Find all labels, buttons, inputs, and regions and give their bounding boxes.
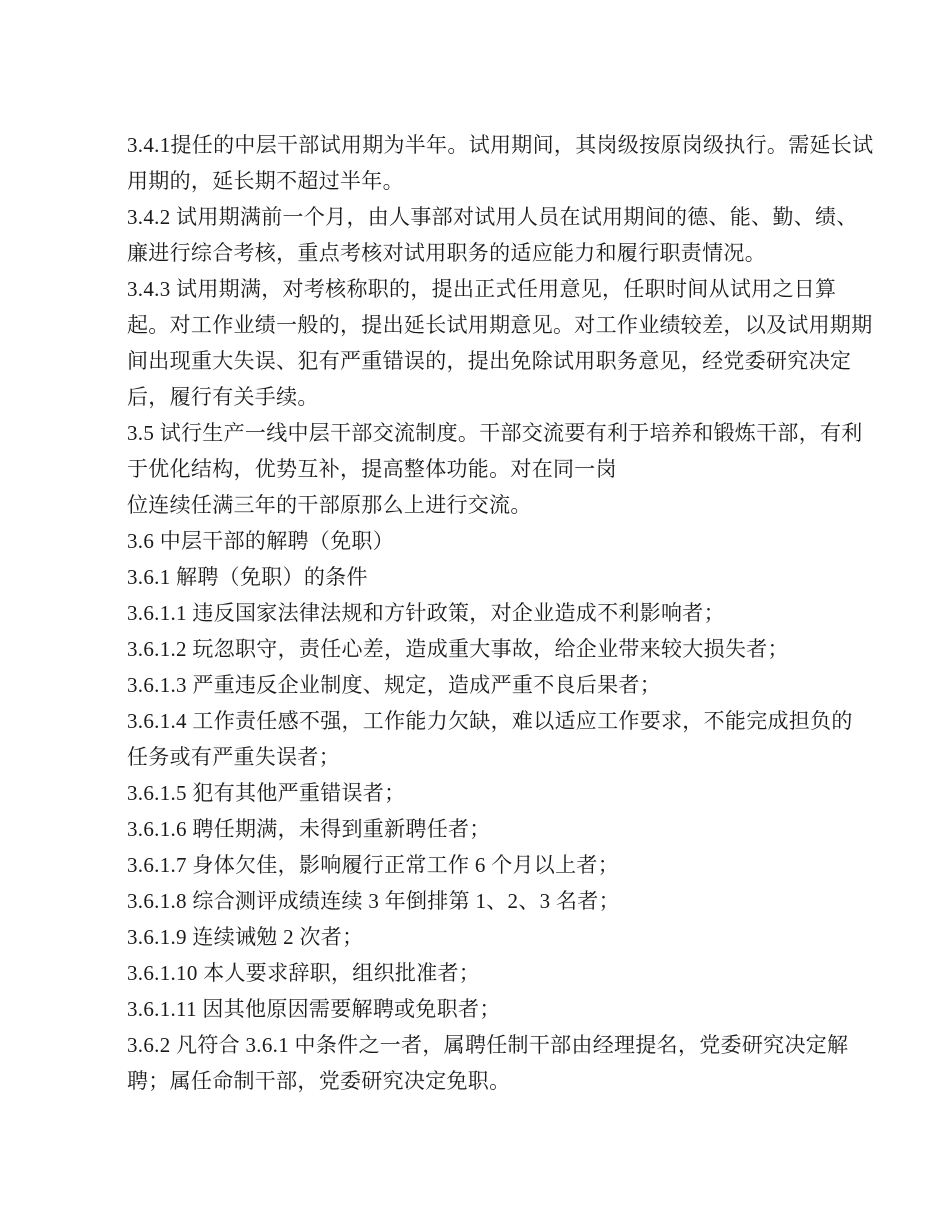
text-line: 任务或有严重失误者；	[127, 745, 340, 769]
text-line: 3.6.1.6 聘任期满，未得到重新聘任者；	[127, 817, 491, 841]
text-line: 3.6 中层干部的解聘（免职）	[127, 529, 394, 553]
text-line: 3.6.1.9 连续诫勉 2 次者；	[127, 925, 364, 949]
text-line: 3.6.2 凡符合 3.6.1 中条件之一者，属聘任制干部由经理提名，党委研究决定解	[127, 1033, 849, 1057]
text-line: 于优化结构，优势互补，提高整体功能。对在同一岗	[127, 457, 617, 481]
text-line: 3.6.1.2 玩忽职守，责任心差，造成重大事故，给企业带来较大损失者；	[127, 637, 789, 661]
text-line: 3.6.1.8 综合测评成绩连续 3 年倒排第 1、2、3 名者；	[127, 889, 620, 913]
text-line: 间出现重大失误、犯有严重错误的，提出免除试用职务意见，经党委研究决定	[127, 349, 852, 373]
text-line: 3.5 试行生产一线中层干部交流制度。干部交流要有利于培养和锻炼干部，有利	[127, 421, 863, 445]
text-line: 起。对工作业绩一般的，提出延长试用期意见。对工作业绩较差，以及试用期期	[127, 313, 873, 337]
text-line: 3.6.1.11 因其他原因需要解聘或免职者；	[127, 997, 501, 1021]
text-line: 3.4.2 试用期满前一个月，由人事部对试用人员在试用期间的德、能、勤、绩、	[127, 205, 858, 229]
text-line: 聘；属任命制干部，党委研究决定免职。	[127, 1069, 511, 1093]
text-line: 3.6.1.1 违反国家法律法规和方针政策，对企业造成不利影响者；	[127, 601, 725, 625]
text-line: 3.4.3 试用期满，对考核称职的，提出正式任用意见，任职时间从试用之日算	[127, 277, 837, 301]
text-line: 位连续任满三年的干部原那么上进行交流。	[127, 493, 532, 517]
text-line: 3.4.1提任的中层干部试用期为半年。试用期间，其岗级按原岗级执行。需延长试	[127, 133, 874, 157]
text-line: 3.6.1.4 工作责任感不强，工作能力欠缺，难以适应工作要求，不能完成担负的	[127, 709, 853, 733]
document-body	[127, 127, 874, 1099]
text-line: 3.6.1.10 本人要求辞职，组织批准者；	[127, 961, 481, 985]
text-line: 后，履行有关手续。	[127, 385, 319, 409]
text-line: 3.6.1.3 严重违反企业制度、规定，造成严重不良后果者；	[127, 673, 661, 697]
text-line: 廉进行综合考核，重点考核对试用职务的适应能力和履行职责情况。	[127, 241, 766, 265]
text-line: 用期的，延长期不超过半年。	[127, 169, 404, 193]
text-line: 3.6.1 解聘（免职）的条件	[127, 565, 368, 589]
text-line: 3.6.1.5 犯有其他严重错误者；	[127, 781, 406, 805]
text-line: 3.6.1.7 身体欠佳，影响履行正常工作 6 个月以上者；	[127, 853, 619, 877]
